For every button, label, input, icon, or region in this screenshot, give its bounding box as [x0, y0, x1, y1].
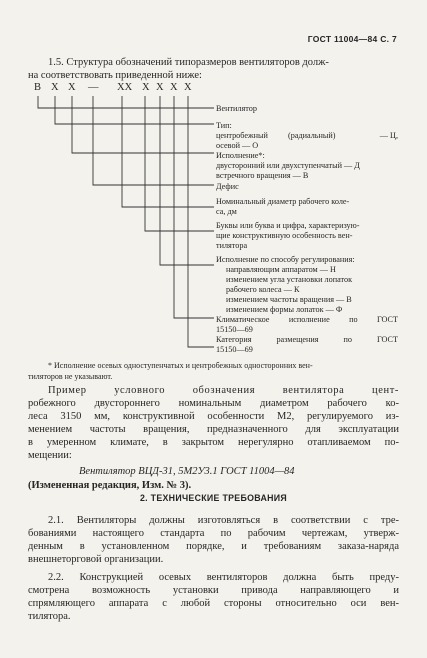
label-exec-1: двусторонний или двухступенчатый — Д [216, 161, 360, 170]
label-type-title: Тип: [216, 121, 232, 130]
p21-line-2: бованиями настоящего стандарта по рабочим чертежам, утверж- [28, 528, 399, 539]
label-diam-1: Номинальный диаметр рабочего коле- [216, 197, 350, 206]
label-reg-3: рабочего колеса — К [226, 285, 300, 294]
p22-line-1: 2.2. Конструкцией осевых вентиляторов должна быть преду- [48, 572, 399, 583]
example-line-5: в умеренном климате, в закрытом нерегулярно отапливаемом по- [28, 437, 399, 448]
example-line-4: менением частоты вращения, предназначенного для эксплуатации [28, 424, 399, 435]
label-type-axial: осевой — О [216, 141, 259, 150]
edition-note: (Измененная редакция, Изм. № 3). [28, 480, 192, 491]
example-designation: Вентилятор ВЦД-31, 5М2У3.1 ГОСТ 11004—84 [79, 466, 295, 477]
p22-line-2: смотрена возможность установки привода направляющего и [28, 585, 399, 596]
code-char: — [88, 82, 99, 93]
p21-line-4: внешнеторговой организации. [28, 554, 164, 565]
label-exec-2: встречного вращения — В [216, 171, 309, 180]
example-line-1: Пример условного обозначения вентилятора цент- [48, 385, 399, 396]
example-line-3: леса 3150 мм, конструктивной особенности М2, регулируемого из- [28, 411, 399, 422]
code-char: В [34, 82, 42, 93]
p21-line-1: 2.1. Вентиляторы должны изготовляться в соответствии с тре- [48, 515, 399, 526]
code-char: X [68, 82, 76, 93]
label-reg-2: изменением угла установки лопаток [226, 275, 353, 284]
code-char: X [156, 82, 164, 93]
label-reg-title: Исполнение по способу регулирования: [216, 255, 355, 264]
label-defis: Дефис [216, 182, 239, 191]
section-2-title: 2. ТЕХНИЧЕСКИЕ ТРЕБОВАНИЯ [139, 493, 287, 503]
example-line-6: мещении: [28, 450, 72, 461]
page-header: ГОСТ 11004—84 С. 7 [307, 34, 397, 44]
code-char: XX [117, 82, 133, 93]
code-char: X [142, 82, 150, 93]
label-type-central: центробежный (радиальный) — Ц, [216, 131, 398, 140]
label-letters-2: щие конструктивную особенность вен- [216, 231, 353, 240]
label-reg-4: изменением частоты вращения — В [226, 295, 352, 304]
label-diam-2: са, дм [216, 207, 237, 216]
intro-line-2: на соответствовать приведенной ниже: [28, 70, 202, 81]
label-cat-2: 15150—69 [216, 345, 253, 354]
label-exec-title: Исполнение*: [216, 151, 265, 160]
footnote-line-2: тиляторов не указывают. [28, 372, 113, 381]
code-char: X [170, 82, 178, 93]
label-letters-1: Буквы или буква и цифра, характеризую- [216, 221, 360, 230]
label-reg-1: направляющим аппаратом — Н [226, 265, 336, 274]
p22-line-4: тилятора. [28, 611, 71, 622]
p21-line-3: денным в установленном порядке, и требованиям заказа-наряда [28, 541, 399, 552]
label-letters-3: тилятора [216, 241, 248, 250]
intro-line-1: 1.5. Структура обозначений типоразмеров вентиляторов долж- [48, 57, 329, 68]
code-char: X [51, 82, 59, 93]
label-ventilator: Вентилятор [216, 104, 257, 113]
label-clim-2: 15150—69 [216, 325, 253, 334]
label-clim-1: Климатическое исполнение по ГОСТ [216, 315, 398, 324]
footnote-line-1: * Исполнение осевых одноступенчатых и центробежных односторонних вен- [48, 361, 313, 370]
code-char: X [184, 82, 192, 93]
p22-line-3: спрямляющего аппарата с любой стороны относительно оси вен- [28, 598, 399, 609]
label-reg-5: изменением формы лопаток — Ф [226, 305, 343, 314]
example-line-2: робежного двустороннего номинальным диаметром рабочего ко- [28, 398, 399, 409]
label-cat-1: Категория размещения по ГОСТ [216, 335, 398, 344]
